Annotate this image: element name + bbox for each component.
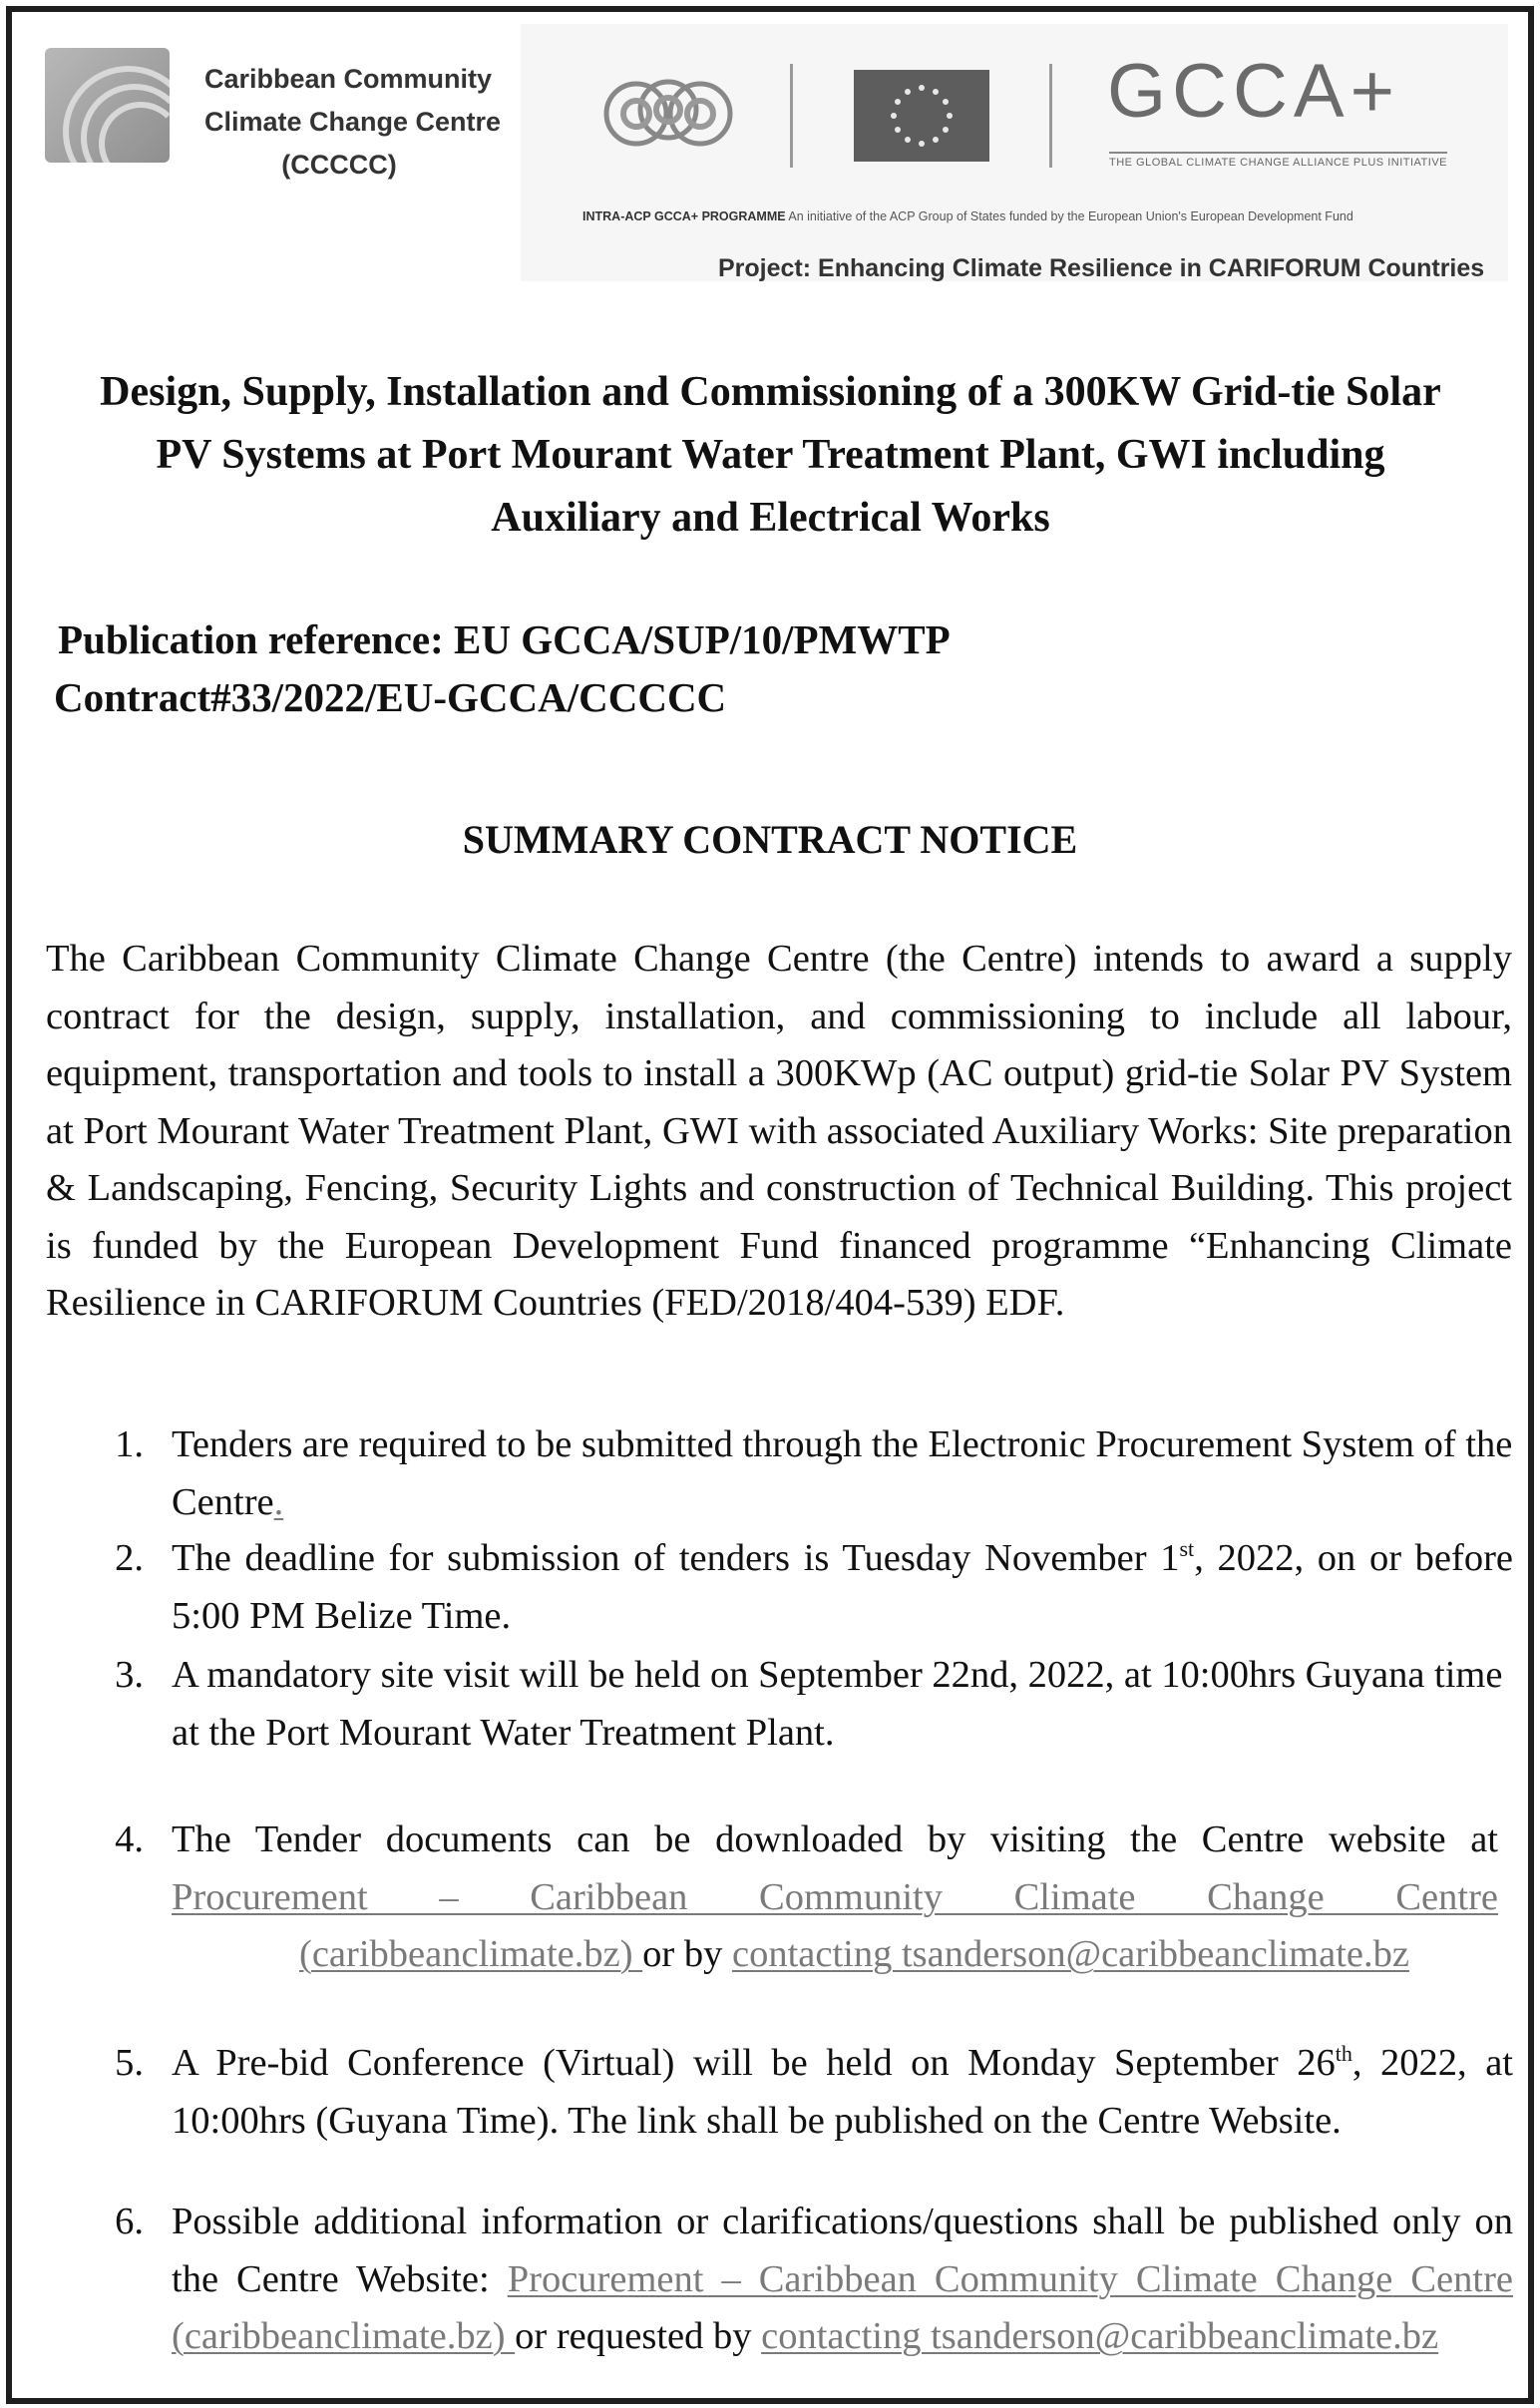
programme-line (582, 209, 1353, 223)
list-item-text: The Tender documents can be downloaded by visiting the Centre website at (172, 1818, 1498, 1860)
programme-description: An initiative of the ACP Group of States funded by the European Union's European Development Fund (785, 209, 1353, 223)
list-item-6 (172, 2194, 1513, 2366)
list-item-text: Possible additional information or clarifications/questions shall be published only on (172, 2201, 1513, 2242)
intro-line: contract for the design, supply, installation, and commissioning to include all labour, (46, 995, 1512, 1037)
intro-line: is funded by the European Development Fund financed programme “Enhancing Climate (46, 1224, 1512, 1267)
list-item-text: Tenders are required to be submitted through the Electronic Procurement System of the (172, 1423, 1513, 1465)
tender-title (60, 361, 1481, 550)
procurement-link[interactable]: Procurement – Caribbean Community Climate Change Centre (172, 1875, 1498, 1918)
publication-reference: Publication reference: EU GCCA/SUP/10/PMWTP (58, 616, 951, 662)
org-line-2: Climate Change Centre (204, 107, 502, 137)
title-line: Auxiliary and Electrical Works (491, 495, 1050, 541)
list-item-text: 5:00 PM Belize Time. (172, 1594, 512, 1637)
organization-name (204, 58, 502, 187)
gcca-tagline: THE GLOBAL CLIMATE CHANGE ALLIANCE PLUS INITIATIVE (1109, 152, 1447, 169)
list-item-text: , 2022, at (1351, 2042, 1513, 2084)
underlined-period: . (273, 1480, 284, 1523)
intro-line: equipment, transportation and tools to install a 300KWp (AC output) grid-tie Solar PV System (46, 1052, 1512, 1094)
list-item-text: 10:00hrs (Guyana Time). The link shall be published on the Centre Website. (172, 2099, 1342, 2142)
list-item-1 (172, 1416, 1513, 1531)
list-item-text: or by (642, 1933, 732, 1975)
ordinal-suffix: st (1179, 1536, 1195, 1562)
list-item-text: The deadline for submission of tenders is Tuesday November 1 (172, 1537, 1180, 1579)
list-item-2 (172, 1530, 1513, 1645)
org-line-3: (CCCCC) (281, 150, 397, 180)
list-item-3 (172, 1647, 1513, 1762)
list-number: 5. (115, 2042, 144, 2084)
intro-line: at Port Mourant Water Treatment Plant, GWI with associated Auxiliary Works: Site preparation (46, 1109, 1512, 1152)
intro-line: Resilience in CARIFORUM Countries (FED/2018/404-539) EDF. (46, 1282, 1065, 1324)
intro-line: & Landscaping, Fencing, Security Lights and construction of Technical Building. This project (46, 1167, 1512, 1209)
acp-logo (598, 62, 738, 162)
list-item-text: the Centre Website: (172, 2257, 508, 2300)
logo-divider (1049, 64, 1052, 168)
gcca-logo: GCCA+ (1107, 49, 1400, 134)
contact-email-link[interactable]: contacting tsanderson@caribbeanclimate.bz (731, 1933, 1409, 1975)
org-line-1: Caribbean Community (204, 64, 493, 94)
list-item-text: at the Port Mourant Water Treatment Plant. (172, 1711, 835, 1754)
list-item-text: Centre (172, 1480, 274, 1523)
logo-divider (790, 64, 793, 168)
list-number: 4. (115, 1818, 144, 1860)
list-item-text: A mandatory site visit will be held on September 22nd, 2022, at 10:00hrs Guyana time (172, 1654, 1503, 1696)
procurement-link[interactable]: Procurement – Caribbean Community Climate Change Centre (507, 2257, 1514, 2300)
ccccc-logo (45, 48, 170, 163)
title-line: Design, Supply, Installation and Commissioning of a 300KW Grid-tie Solar (100, 369, 1441, 415)
list-item-5 (172, 2035, 1513, 2150)
list-item-text: A Pre-bid Conference (Virtual) will be held on Monday September 26 (172, 2042, 1336, 2084)
procurement-link[interactable]: (caribbeanclimate.bz) (172, 2315, 516, 2357)
contract-number: Contract#33/2022/EU-GCCA/CCCCC (54, 674, 727, 720)
contact-email-link[interactable]: contacting tsanderson@caribbeanclimate.bz (761, 2315, 1439, 2357)
list-item-text: or requested by (515, 2315, 762, 2357)
intro-line: The Caribbean Community Climate Change Centre (the Centre) intends to award a supply (46, 938, 1512, 980)
eu-flag-logo (854, 70, 989, 162)
title-line: PV Systems at Port Mourant Water Treatment Plant, GWI including (156, 432, 1385, 478)
list-number: 2. (115, 1537, 144, 1579)
list-number: 3. (115, 1654, 144, 1696)
notice-heading: SUMMARY CONTRACT NOTICE (462, 817, 1078, 862)
procurement-link[interactable]: (caribbeanclimate.bz) (299, 1933, 643, 1975)
list-number: 6. (115, 2201, 144, 2242)
list-number: 1. (115, 1423, 144, 1465)
project-title: Project: Enhancing Climate Resilience in CARIFORUM Countries (718, 254, 1485, 282)
ordinal-suffix: th (1335, 2041, 1352, 2067)
list-item-text: , 2022, on or before (1194, 1537, 1513, 1579)
list-item-4 (172, 1811, 1498, 1984)
programme-name: INTRA-ACP GCCA+ PROGRAMME (582, 209, 786, 223)
intro-paragraph (46, 931, 1512, 1333)
